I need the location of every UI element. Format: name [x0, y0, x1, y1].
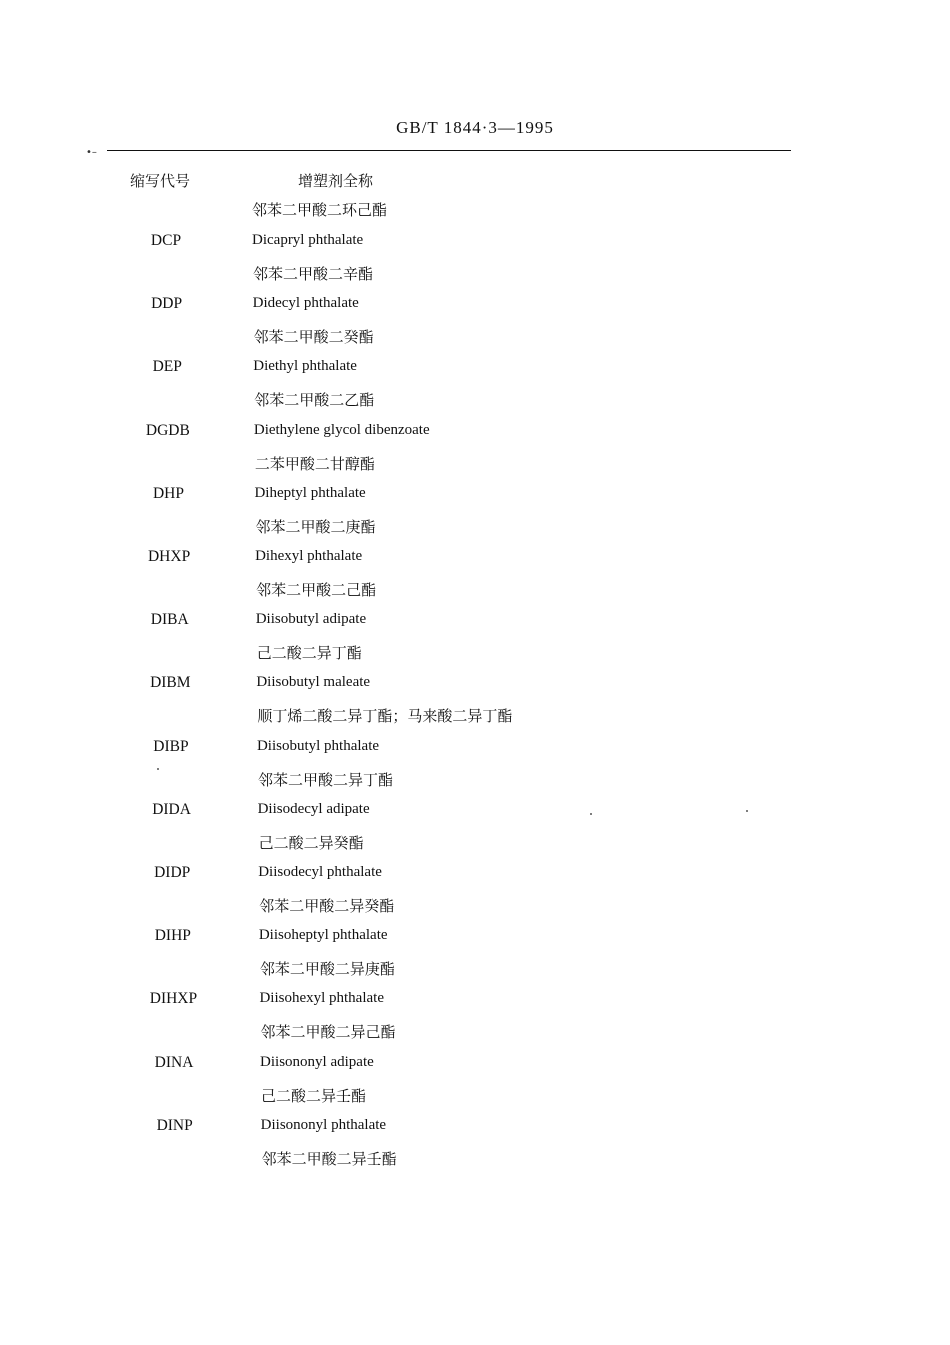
entry-row [0, 674, 950, 737]
entry-row [0, 295, 950, 358]
page-header: GB/T 1844·3—1995 [396, 118, 554, 137]
english-name: Dicapryl phthalate [252, 232, 364, 248]
abbreviation: DHP [152, 484, 184, 502]
entry-row [0, 422, 950, 485]
english-name: Diisononyl phthalate [260, 1116, 387, 1133]
chinese-name: 己二酸二异壬酯 [261, 1086, 367, 1105]
chinese-name: 己二酸二异丁酯 [256, 644, 362, 663]
english-name: Diisobutyl maleate [256, 674, 371, 691]
entry-row [0, 927, 950, 990]
chinese-name: 邻苯二甲酸二癸酯 [253, 328, 374, 347]
english-name: Diisodecyl phthalate [258, 864, 382, 880]
abbreviation: DIBP [153, 737, 189, 755]
abbreviation: DGDB [145, 421, 190, 439]
entry-row [0, 738, 950, 801]
entry-row [0, 232, 950, 295]
entry-row [0, 548, 950, 611]
abbreviation: DIBM [150, 674, 191, 692]
margin-mark: •– [86, 147, 97, 158]
scan-speck [157, 768, 159, 770]
chinese-name: 邻苯二甲酸二辛酯 [253, 265, 374, 283]
abbreviation: DEP [152, 358, 182, 376]
continued-chinese-name: 邻苯二甲酸二环己酯 [252, 201, 388, 219]
english-name: Diethylene glycol dibenzoate [253, 421, 430, 438]
abbreviation: DDP [151, 295, 183, 313]
english-name: Diisodecyl adipate [257, 800, 370, 817]
entry-row [0, 864, 950, 927]
column-header-abbreviation: 缩写代号 [130, 172, 191, 190]
chinese-name: 邻苯二甲酸二己酯 [256, 581, 377, 599]
entry-row [0, 1117, 950, 1180]
chinese-name: 己二酸二异癸酯 [258, 833, 364, 852]
scan-speck [590, 813, 592, 815]
entry-row [0, 801, 950, 864]
english-name: Diethyl phthalate [253, 358, 357, 375]
chinese-name: 邻苯二甲酸二庚酯 [255, 517, 376, 536]
english-name: Diisobutyl phthalate [256, 737, 380, 754]
abbreviation: DCP [150, 232, 182, 249]
chinese-name: 邻苯二甲酸二异庚酯 [259, 960, 395, 979]
scan-speck [746, 810, 748, 812]
chinese-name: 邻苯二甲酸二异己酯 [260, 1023, 396, 1042]
entry-row [0, 485, 950, 548]
abbreviation: DINA [154, 1053, 194, 1071]
english-name: Didecyl phthalate [252, 295, 359, 312]
english-name: Diisoheptyl phthalate [258, 927, 388, 944]
chinese-name: 邻苯二甲酸二异丁酯 [257, 770, 393, 789]
entry-row [0, 358, 950, 421]
entry-row [0, 990, 950, 1053]
abbreviation: DIDP [154, 864, 191, 881]
english-name: Diisohexyl phthalate [259, 990, 384, 1007]
abbreviation: DIBA [150, 611, 189, 629]
english-name: Diisobutyl adipate [255, 611, 367, 628]
column-header-full-name: 增塑剂全称 [298, 172, 374, 190]
header-rule [107, 150, 791, 151]
chinese-name: 邻苯二甲酸二异癸酯 [259, 897, 395, 915]
chinese-name: 邻苯二甲酸二乙酯 [254, 391, 375, 410]
entry-row [0, 1054, 950, 1117]
table-header [0, 170, 950, 194]
abbreviation: DINP [156, 1116, 193, 1134]
chinese-name: 二苯甲酸二甘醇酯 [254, 454, 375, 473]
english-name: Dihexyl phthalate [255, 548, 363, 564]
english-name: Diisononyl adipate [260, 1053, 374, 1070]
abbreviation: DIHXP [149, 990, 198, 1008]
abbreviation: DIDA [152, 800, 191, 818]
abbreviation: DHXP [147, 548, 191, 565]
chinese-name: 顺丁烯二酸二异丁酯；马来酸二异丁酯 [257, 707, 513, 726]
abbreviation: DIHP [154, 927, 191, 945]
chinese-name: 邻苯二甲酸二异壬酯 [261, 1149, 397, 1168]
entry-row [0, 611, 950, 674]
english-name: Diheptyl phthalate [254, 484, 366, 501]
